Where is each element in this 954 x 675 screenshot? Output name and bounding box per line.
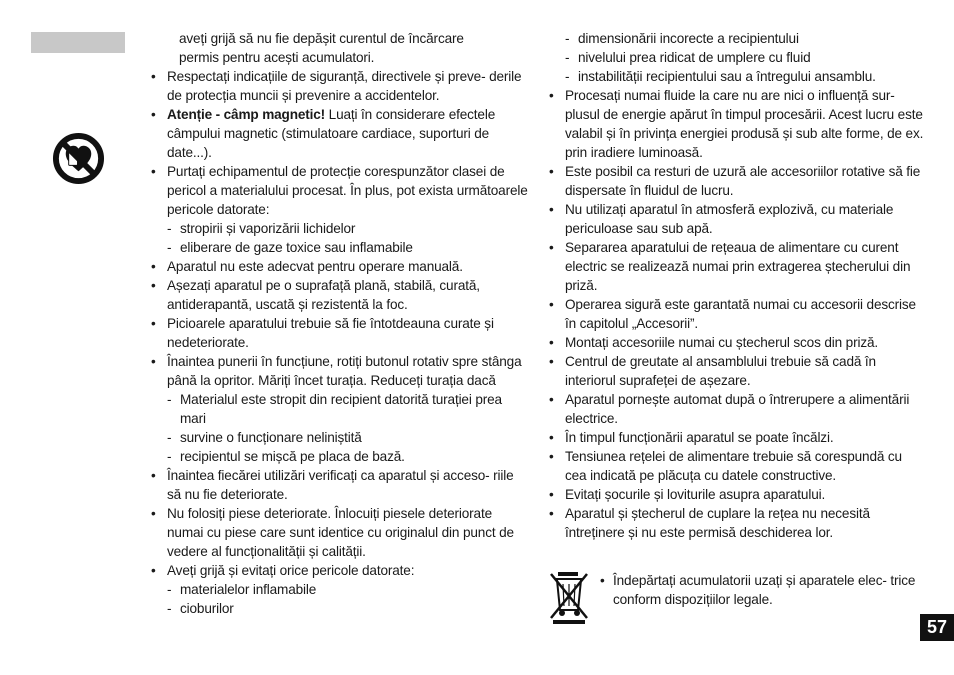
bullet-item: • Tensiunea rețelei de alimentare trebuie să corespundă cu cea indicată pe plăcuța cu datele constructive. [548, 447, 926, 485]
dash-item: - recipientul se mișcă pe placa de bază. [150, 447, 530, 466]
disposal-note [600, 571, 922, 609]
bullet-feet: • Picioarele aparatului trebuie să fie întotdeauna curate și nedeteriorate. [150, 314, 530, 352]
bullet-magnetic [150, 105, 530, 162]
dash-item: - stropirii și vaporizării lichidelor [150, 219, 530, 238]
section-tab-marker [31, 32, 125, 53]
bullet-manual: • Aparatul nu este adecvat pentru operare manuală. [150, 257, 530, 276]
bullet-disposal: • Îndepărtați acumulatorii uzați și aparatele elec- trice conform dispozițiilor legale. [600, 571, 922, 609]
dash-item: - nivelului prea ridicat de umplere cu fluid [548, 48, 926, 67]
no-pacemaker-prohibition-icon [52, 132, 105, 185]
dash-item: - instabilității recipientului sau a întregului ansamblu. [548, 67, 926, 86]
bullet-item: • Evitați șocurile și loviturile asupra aparatului. [548, 485, 926, 504]
bullet-safety: • Respectați indicațiile de siguranță, directivele și preve- derile de protecția muncii și prevenire a accidentelor. [150, 67, 530, 105]
left-column [150, 29, 530, 618]
bullet-item: • Aparatul pornește automat după o întrerupere a alimentării electrice. [548, 390, 926, 428]
dash-item: - cioburilor [150, 599, 530, 618]
dash-item: - eliberare de gaze toxice sau inflamabile [150, 238, 530, 257]
continued-line: permis pentru acești acumulatori. [179, 50, 375, 65]
dash-item: - materialelor inflamabile [150, 580, 530, 599]
magnetic-warning-text: Luați în considerare efectele câmpului magnetic (stimulatoare cardiace, suporturi de date...). [167, 107, 496, 160]
bullet-item: • Nu utilizați aparatul în atmosferă explozivă, cu materiale periculoase sau sub apă. [548, 200, 926, 238]
page-number: 57 [920, 614, 954, 641]
magnetic-warning-bold: Atenție - câmp magnetic! [167, 107, 326, 122]
bullet-item: • În timpul funcționării aparatul se poate încălzi. [548, 428, 926, 447]
bullet-check: • Înaintea fiecărei utilizări verificați ca aparatul și acceso- riile să nu fie deteriorate. [150, 466, 530, 504]
bullet-item: • Aparatul și ștecherul de cuplare la rețea nu necesită întreținere și nu este permisă deschiderea lor. [548, 504, 926, 542]
bullet-item: • Procesați numai fluide la care nu are nici o influență sur- plusul de energie apărut în timpul procesării. Acest lucru este valabil și în privința energiei produsă și sub alte forme, de ex. prin iradiere luminoasă. [548, 86, 926, 162]
bullet-item: • Este posibil ca resturi de uzură ale accesoriilor rotative să fie dispersate în fluidul de lucru. [548, 162, 926, 200]
dash-item: - Materialul este stropit din recipient datorită turației prea mari [150, 390, 530, 428]
bullet-speed: • Înaintea punerii în funcțiune, rotiți butonul rotativ spre stânga până la opritor. Măriți încet turația. Reduceți turația dacă [150, 352, 530, 390]
bullet-item: • Separarea aparatului de rețeaua de alimentare cu curent electric se realizează numai prin extragerea ștecherului din priză. [548, 238, 926, 295]
bullet-item: • Centrul de greutate al ansamblului trebuie să cadă în interiorul suprafeței de așezare. [548, 352, 926, 390]
bullet-item: • Operarea sigură este garantată numai cu accesorii descrise în capitolul „Accesorii”. [548, 295, 926, 333]
crossed-out-wheelie-bin-icon [547, 570, 591, 624]
continued-line: aveți grijă să nu fie depășit curentul de încărcare [179, 31, 464, 46]
bullet-protective: • Purtați echipamentul de protecție corespunzător clasei de pericol a materialului procesat. În plus, pot exista următoarele pericole datorate: [150, 162, 530, 219]
bullet-avoid: • Aveți grijă și evitați orice pericole datorate: [150, 561, 530, 580]
bullet-surface: • Așezați aparatul pe o suprafață plană, stabilă, curată, antiderapantă, uscată și rezistentă la foc. [150, 276, 530, 314]
bullet-item: • Montați accesoriile numai cu ștecherul scos din priză. [548, 333, 926, 352]
dash-item: - survine o funcționare neliniștită [150, 428, 530, 447]
bullet-damaged: • Nu folosiți piese deteriorate. Înlocuiți piesele deteriorate numai cu piese care sunt identice cu originalul din punct de vedere al funcționalității și calității. [150, 504, 530, 561]
dash-item: - dimensionării incorecte a recipientului [548, 29, 926, 48]
right-column [548, 29, 926, 542]
